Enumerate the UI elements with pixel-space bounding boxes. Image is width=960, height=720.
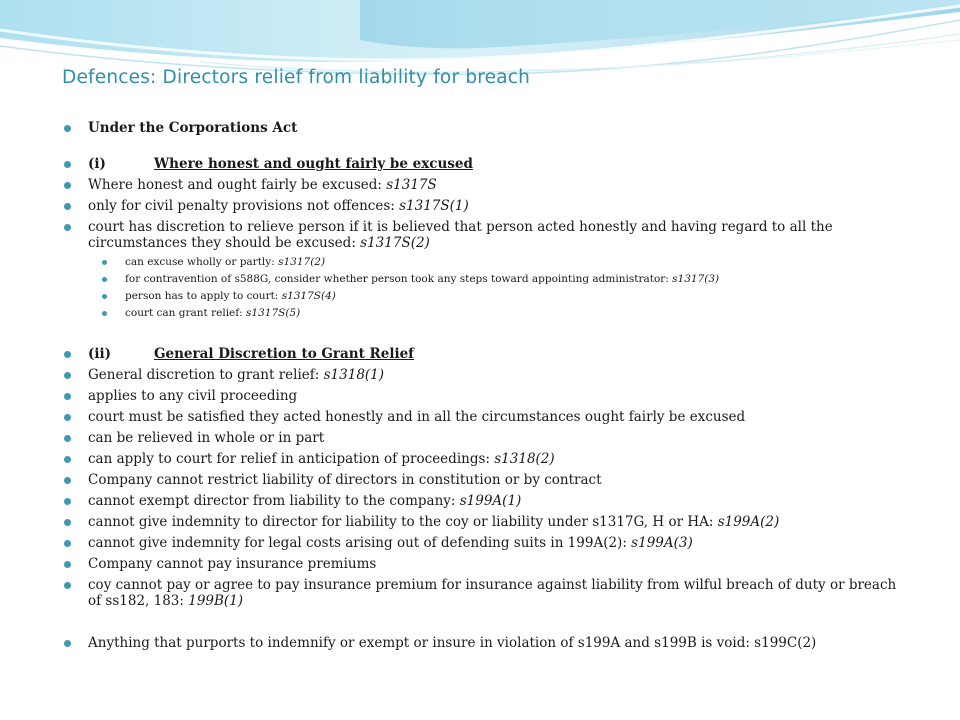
bullet-item: Company cannot restrict liability of directors in constitution or by contract <box>63 472 903 488</box>
bullet-item: General discretion to grant relief: s1318(1) <box>63 367 903 383</box>
decorative-banner <box>0 0 960 110</box>
bullet-item: court has discretion to relieve person if it is believed that person acted honestly and having regard to all the circumstances they should be excused: s1317S(2) <box>63 219 903 251</box>
sub-bullet-item: court can grant relief: s1317S(5) <box>63 307 903 320</box>
sub-bullet-item: can excuse wholly or partly: s1317(2) <box>63 256 903 269</box>
bullet-item-void-statement: Anything that purports to indemnify or exempt or insure in violation of s199A and s199B is void: s199C(2) <box>63 635 903 651</box>
bullet-item: applies to any civil proceeding <box>63 388 903 404</box>
bullet-item: can apply to court for relief in anticipation of proceedings: s1318(2) <box>63 451 903 467</box>
bullet-item: cannot give indemnity for legal costs arising out of defending suits in 199A(2): s199A(3) <box>63 535 903 551</box>
bullet-item: can be relieved in whole or in part <box>63 430 903 446</box>
slide-title: Defences: Directors relief from liability for breach <box>62 67 531 88</box>
bullet-item: only for civil penalty provisions not offences: s1317S(1) <box>63 198 903 214</box>
bullet-item: cannot give indemnity to director for liability to the coy or liability under s1317G, H or HA: s199A(2) <box>63 514 903 530</box>
bullet-item: coy cannot pay or agree to pay insurance premium for insurance against liability from wilful breach of duty or breach of ss182, 183: 199B(1) <box>63 577 903 609</box>
bullet-item: cannot exempt director from liability to the company: s199A(1) <box>63 493 903 509</box>
bullet-item: Company cannot pay insurance premiums <box>63 556 903 572</box>
bullet-item: Where honest and ought fairly be excused: s1317S <box>63 177 903 193</box>
section-heading-i: (i) Where honest and ought fairly be excused <box>63 156 903 172</box>
section-heading-ii: (ii) General Discretion to Grant Relief <box>63 346 903 362</box>
bullet-item: court must be satisfied they acted honestly and in all the circumstances ought fairly be excused <box>63 409 903 425</box>
heading-corporations-act: Under the Corporations Act <box>63 120 903 136</box>
sub-bullet-item: for contravention of s588G, consider whether person took any steps toward appointing administrator: s1317(3) <box>63 273 903 286</box>
sub-bullet-item: person has to apply to court: s1317S(4) <box>63 290 903 303</box>
